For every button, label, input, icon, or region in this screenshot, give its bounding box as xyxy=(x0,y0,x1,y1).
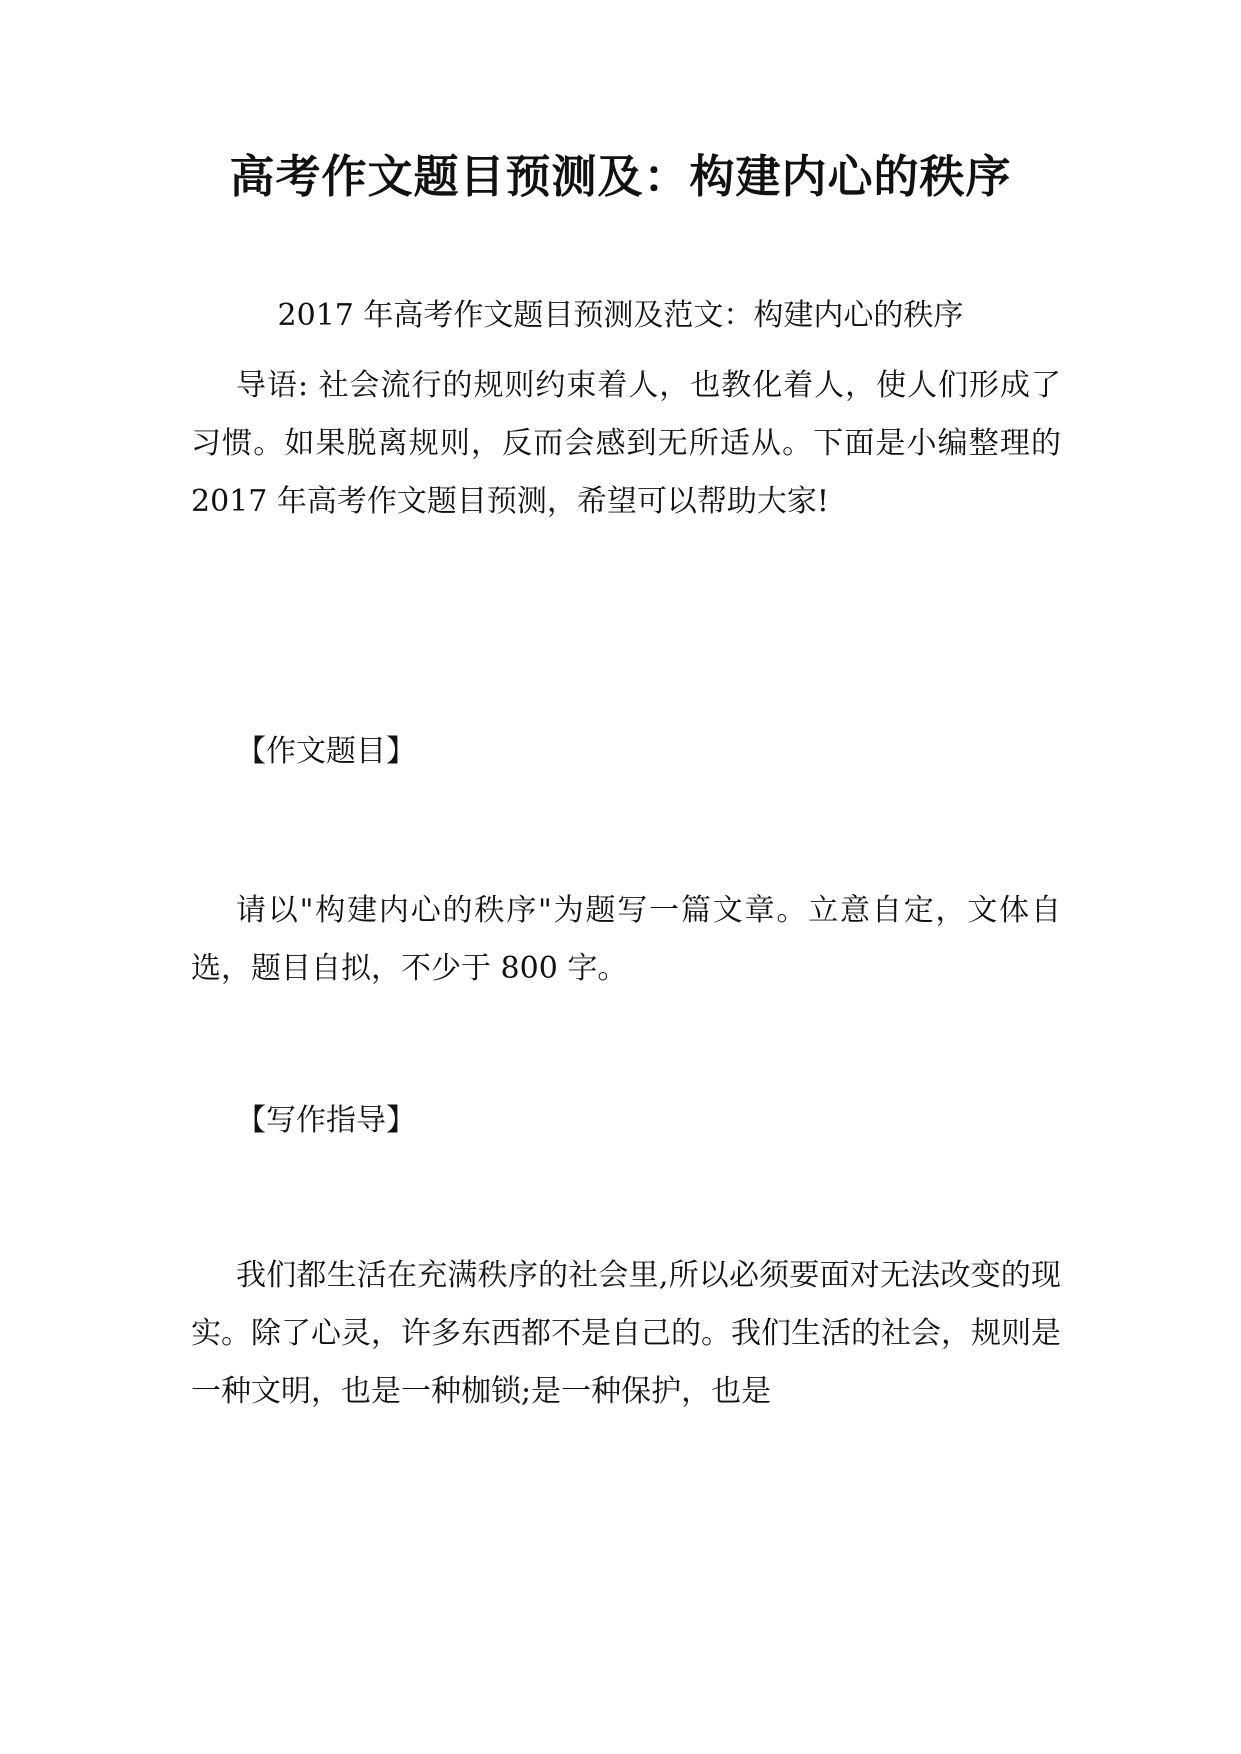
section-heading-essay-topic: 【作文题目】 xyxy=(236,734,416,769)
document-subtitle: 2017 年高考作文题目预测及范文：构建内心的秩序 xyxy=(277,298,964,333)
essay-topic-paragraph: 请以"构建内心的秩序"为题写一篇文章。立意自定，文体自选，题目自拟，不少于 800 字。 xyxy=(191,893,1061,986)
intro-paragraph: 导语: 社会流行的规则约束着人，也教化着人，使人们形成了习惯。如果脱离规则，反而会感到无所适从。下面是小编整理的 2017 年高考作文题目预测，希望可以帮助大家! xyxy=(191,368,1061,519)
writing-guide-paragraph: 我们都生活在充满秩序的社会里,所以必须要面对无法改变的现实。除了心灵，许多东西都不是自己的。我们生活的社会，规则是一种文明，也是一种枷锁;是一种保护，也是 xyxy=(191,1258,1061,1409)
section-heading-writing-guide: 【写作指导】 xyxy=(236,1103,416,1138)
document-title: 高考作文题目预测及：构建内心的秩序 xyxy=(229,150,1012,203)
